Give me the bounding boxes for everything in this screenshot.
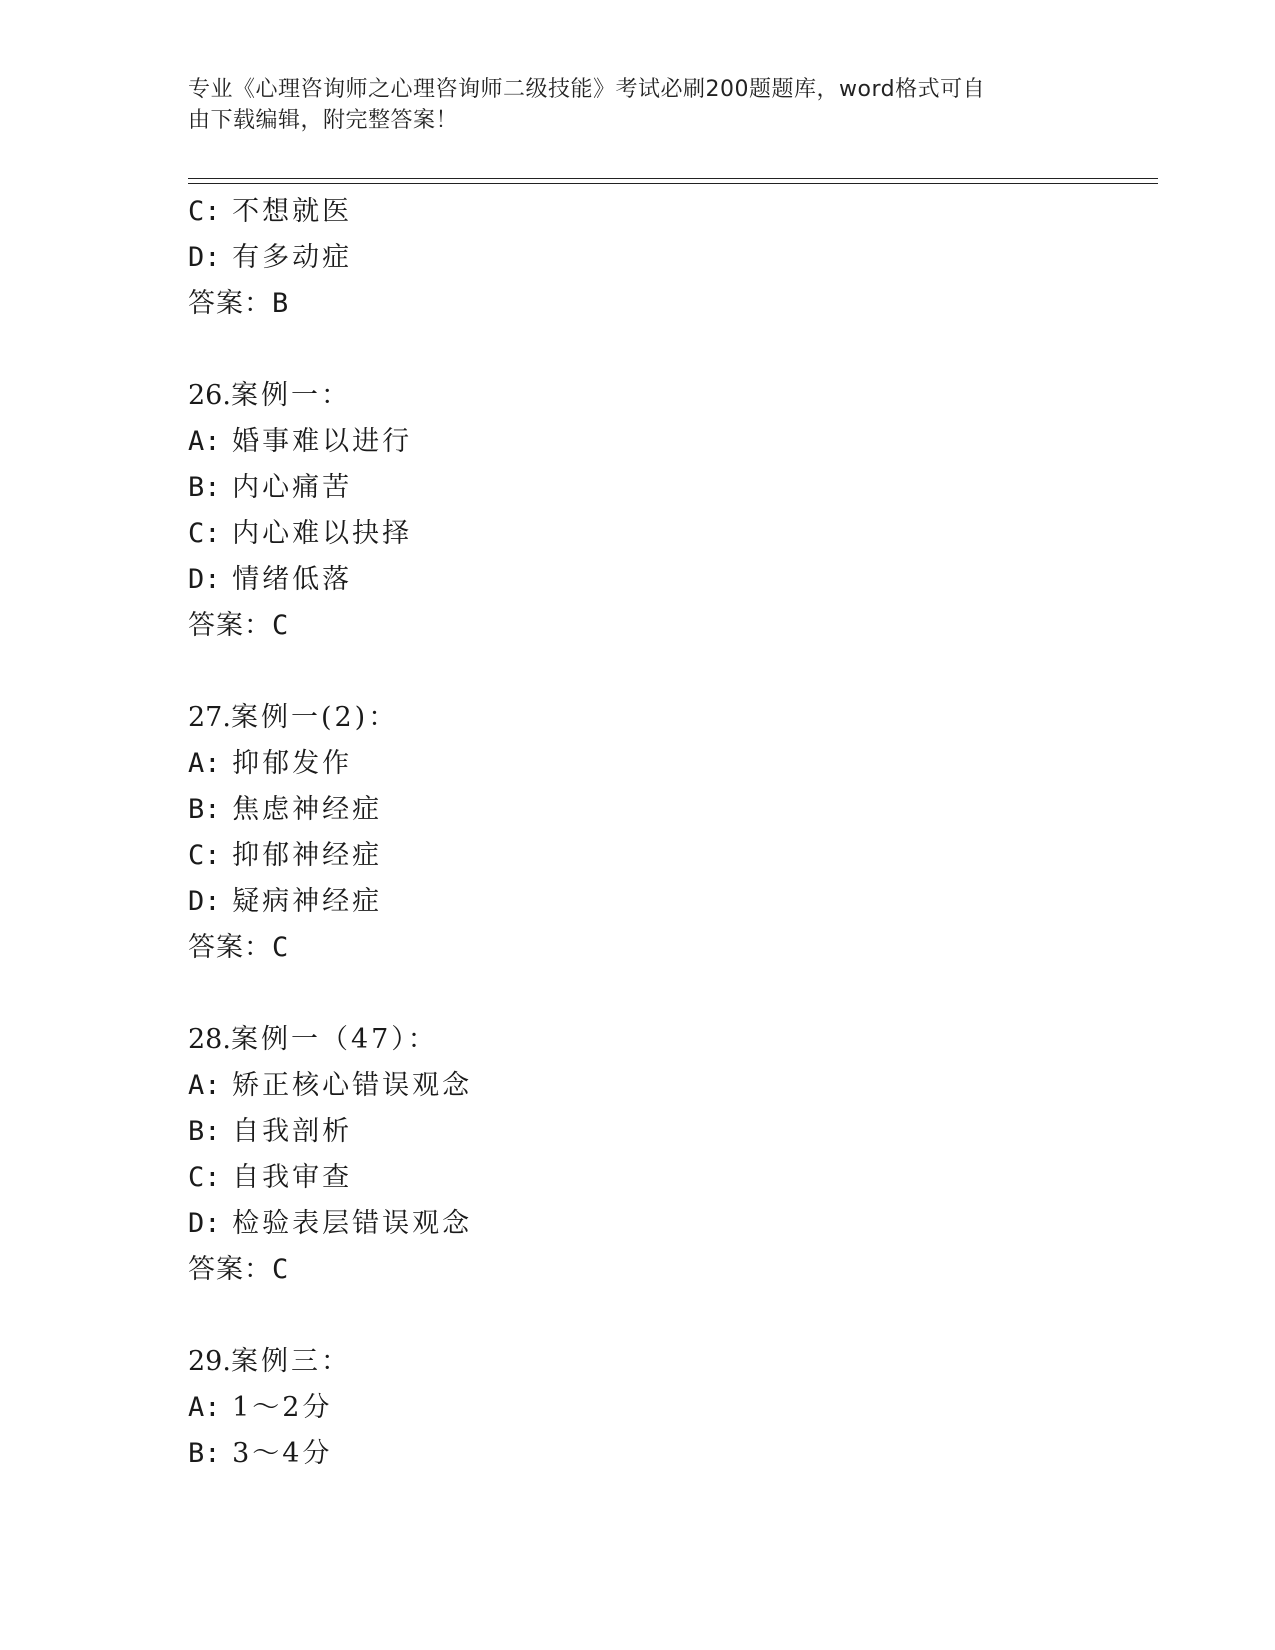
option-text: 内心难以抉择 — [232, 518, 413, 549]
question-text: 案例一（47）： — [230, 1024, 438, 1055]
option-text: 不想就医 — [232, 196, 353, 227]
answer-label: 答案： — [188, 288, 272, 319]
question-29 — [188, 1339, 1148, 1477]
option-text: 自我审查 — [232, 1162, 353, 1193]
answer-value: C — [272, 610, 290, 641]
option-text: 情绪低落 — [232, 564, 353, 595]
option-a — [188, 1063, 1148, 1109]
option-d — [188, 1201, 1148, 1247]
spacer — [188, 1293, 1148, 1339]
option-key: A: — [188, 1070, 221, 1101]
spacer — [188, 327, 1148, 373]
option-d — [188, 557, 1148, 603]
question-list — [188, 189, 1148, 1477]
option-text: 有多动症 — [232, 242, 353, 273]
option-text: 内心痛苦 — [232, 472, 353, 503]
option-text: 3～4分 — [232, 1438, 333, 1469]
option-c — [188, 833, 1148, 879]
option-a — [188, 1385, 1148, 1431]
header-divider-bottom — [188, 183, 1158, 184]
option-key: B: — [188, 1438, 221, 1469]
option-text: 疑病神经症 — [232, 886, 383, 917]
option-key: B: — [188, 472, 221, 503]
document-header — [188, 74, 1068, 136]
answer-label: 答案： — [188, 1254, 272, 1285]
question-text: 案例三： — [230, 1346, 351, 1377]
option-key: A: — [188, 1392, 221, 1423]
answer-line — [188, 281, 1148, 327]
option-d — [188, 879, 1148, 925]
option-b — [188, 1431, 1148, 1477]
answer-value: C — [272, 1254, 290, 1285]
option-key: D: — [188, 564, 221, 595]
option-key: D: — [188, 886, 221, 917]
question-number: 26. — [188, 380, 231, 411]
question-26 — [188, 373, 1148, 649]
question-28 — [188, 1017, 1148, 1293]
option-key: C: — [188, 518, 221, 549]
option-key: D: — [188, 1208, 221, 1239]
question-title — [188, 373, 1148, 419]
question-number: 28. — [188, 1024, 231, 1055]
option-b — [188, 787, 1148, 833]
option-key: A: — [188, 748, 221, 779]
option-text: 焦虑神经症 — [232, 794, 383, 825]
option-key: D: — [188, 242, 221, 273]
option-text: 自我剖析 — [232, 1116, 353, 1147]
option-text: 抑郁神经症 — [232, 840, 383, 871]
question-text: 案例一(2)： — [230, 702, 399, 733]
spacer — [188, 649, 1148, 695]
question-number: 27. — [188, 702, 231, 733]
option-a — [188, 741, 1148, 787]
option-text: 婚事难以进行 — [232, 426, 413, 457]
option-key: C: — [188, 840, 221, 871]
header-divider-top — [188, 178, 1158, 179]
answer-line — [188, 1247, 1148, 1293]
option-key: B: — [188, 794, 221, 825]
option-c — [188, 511, 1148, 557]
spacer — [188, 971, 1148, 1017]
answer-line — [188, 925, 1148, 971]
option-key: B: — [188, 1116, 221, 1147]
header-line-2: 由下载编辑，附完整答案！ — [188, 108, 459, 133]
option-c — [188, 189, 1148, 235]
answer-line — [188, 603, 1148, 649]
option-text: 矫正核心错误观念 — [232, 1070, 473, 1101]
question-title — [188, 1017, 1148, 1063]
option-b — [188, 1109, 1148, 1155]
partial-question — [188, 189, 1148, 327]
question-27 — [188, 695, 1148, 971]
header-line-1: 专业《心理咨询师之心理咨询师二级技能》考试必刷200题题库，word格式可自 — [188, 77, 986, 102]
question-number: 29. — [188, 1346, 231, 1377]
question-text: 案例一： — [230, 380, 351, 411]
option-key: C: — [188, 1162, 221, 1193]
answer-label: 答案： — [188, 932, 272, 963]
option-text: 1～2分 — [232, 1392, 333, 1423]
answer-label: 答案： — [188, 610, 272, 641]
option-key: A: — [188, 426, 221, 457]
option-text: 检验表层错误观念 — [232, 1208, 473, 1239]
option-key: C: — [188, 196, 221, 227]
option-c — [188, 1155, 1148, 1201]
answer-value: C — [272, 932, 290, 963]
option-d — [188, 235, 1148, 281]
question-title — [188, 695, 1148, 741]
option-b — [188, 465, 1148, 511]
question-title — [188, 1339, 1148, 1385]
answer-value: B — [272, 288, 290, 319]
option-a — [188, 419, 1148, 465]
option-text: 抑郁发作 — [232, 748, 353, 779]
